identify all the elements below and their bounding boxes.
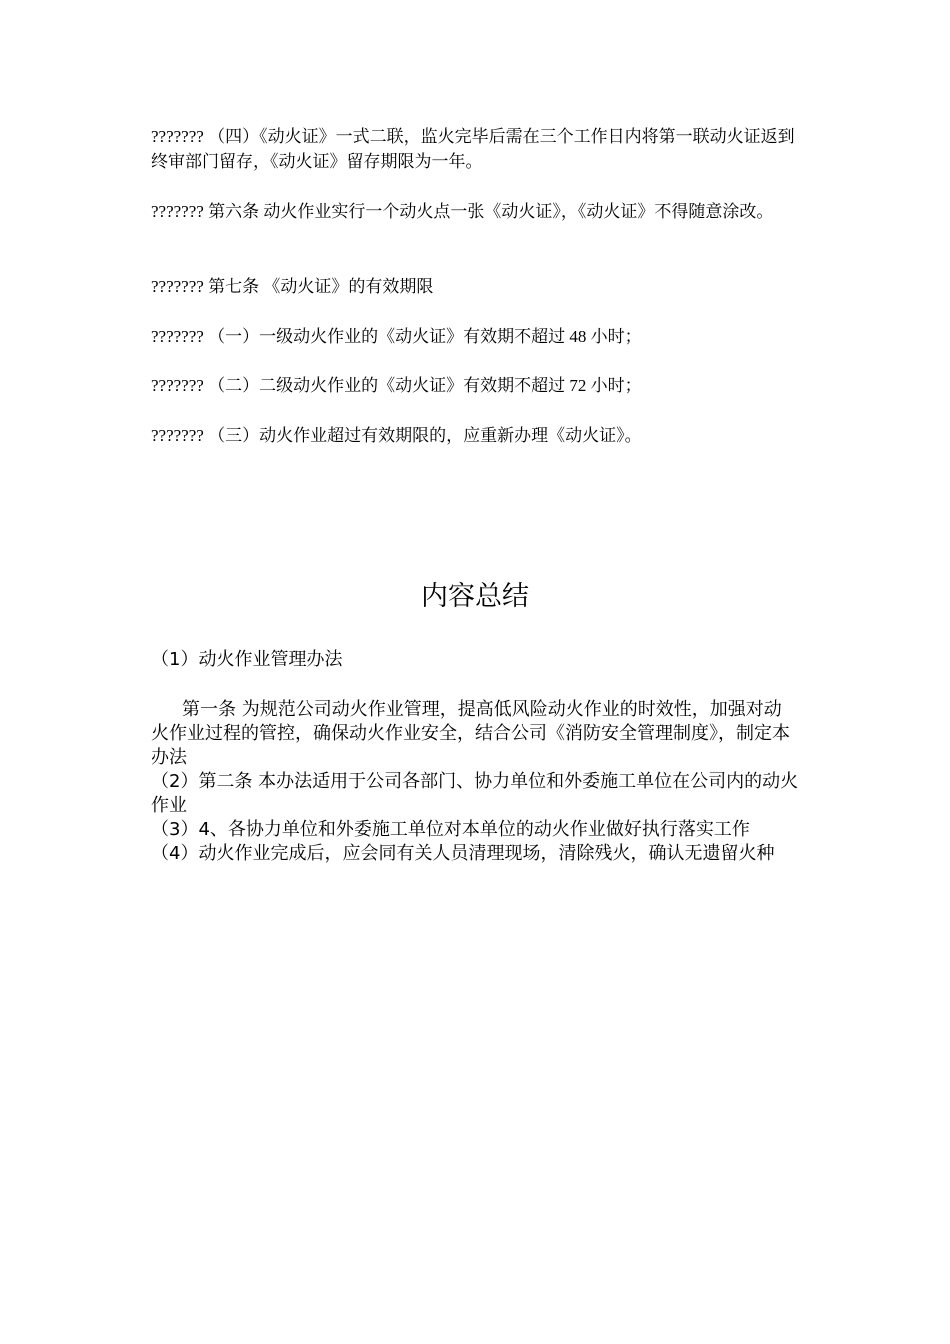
summary-item: 第一条 为规范公司动火作业管理，提高低风险动火作业的时效性，加强对动火作业过程的管控，确保动火作业安全，结合公司《消防安全管理制度》，制定本办法 xyxy=(151,699,790,768)
summary-body xyxy=(151,698,799,866)
paragraph-article-six: ??????? 第六条 动火作业实行一个动火点一张《动火证》，《动火证》不得随意涂改。 xyxy=(151,202,774,221)
paragraph-validity-level-one: ??????? （一）一级动火作业的《动火证》有效期不超过 48 小时； xyxy=(151,327,642,346)
paragraph-article-seven: ??????? 第七条 《动火证》的有效期限 xyxy=(151,277,434,296)
summary-heading: （1）动火作业管理办法 xyxy=(151,649,343,670)
paragraph-validity-expired: ??????? （三）动火作业超过有效期限的，应重新办理《动火证》。 xyxy=(151,426,642,445)
summary-title: 内容总结 xyxy=(421,581,529,612)
paragraph-certificate-copies: ??????? （四）《动火证》一式二联，监火完毕后需在三个工作日内将第一联动火证返到终审部门留存，《动火证》留存期限为一年。 xyxy=(151,127,795,171)
paragraph-validity-level-two: ??????? （二）二级动火作业的《动火证》有效期不超过 72 小时； xyxy=(151,376,642,395)
summary-item: （3）4、各协力单位和外委施工单位对本单位的动火作业做好执行落实工作 xyxy=(151,819,750,840)
summary-item: （2）第二条 本办法适用于公司各部门、协力单位和外委施工单位在公司内的动火作业 xyxy=(151,771,799,816)
summary-item: （4）动火作业完成后，应会同有关人员清理现场，清除残火，确认无遗留火种 xyxy=(151,843,775,864)
